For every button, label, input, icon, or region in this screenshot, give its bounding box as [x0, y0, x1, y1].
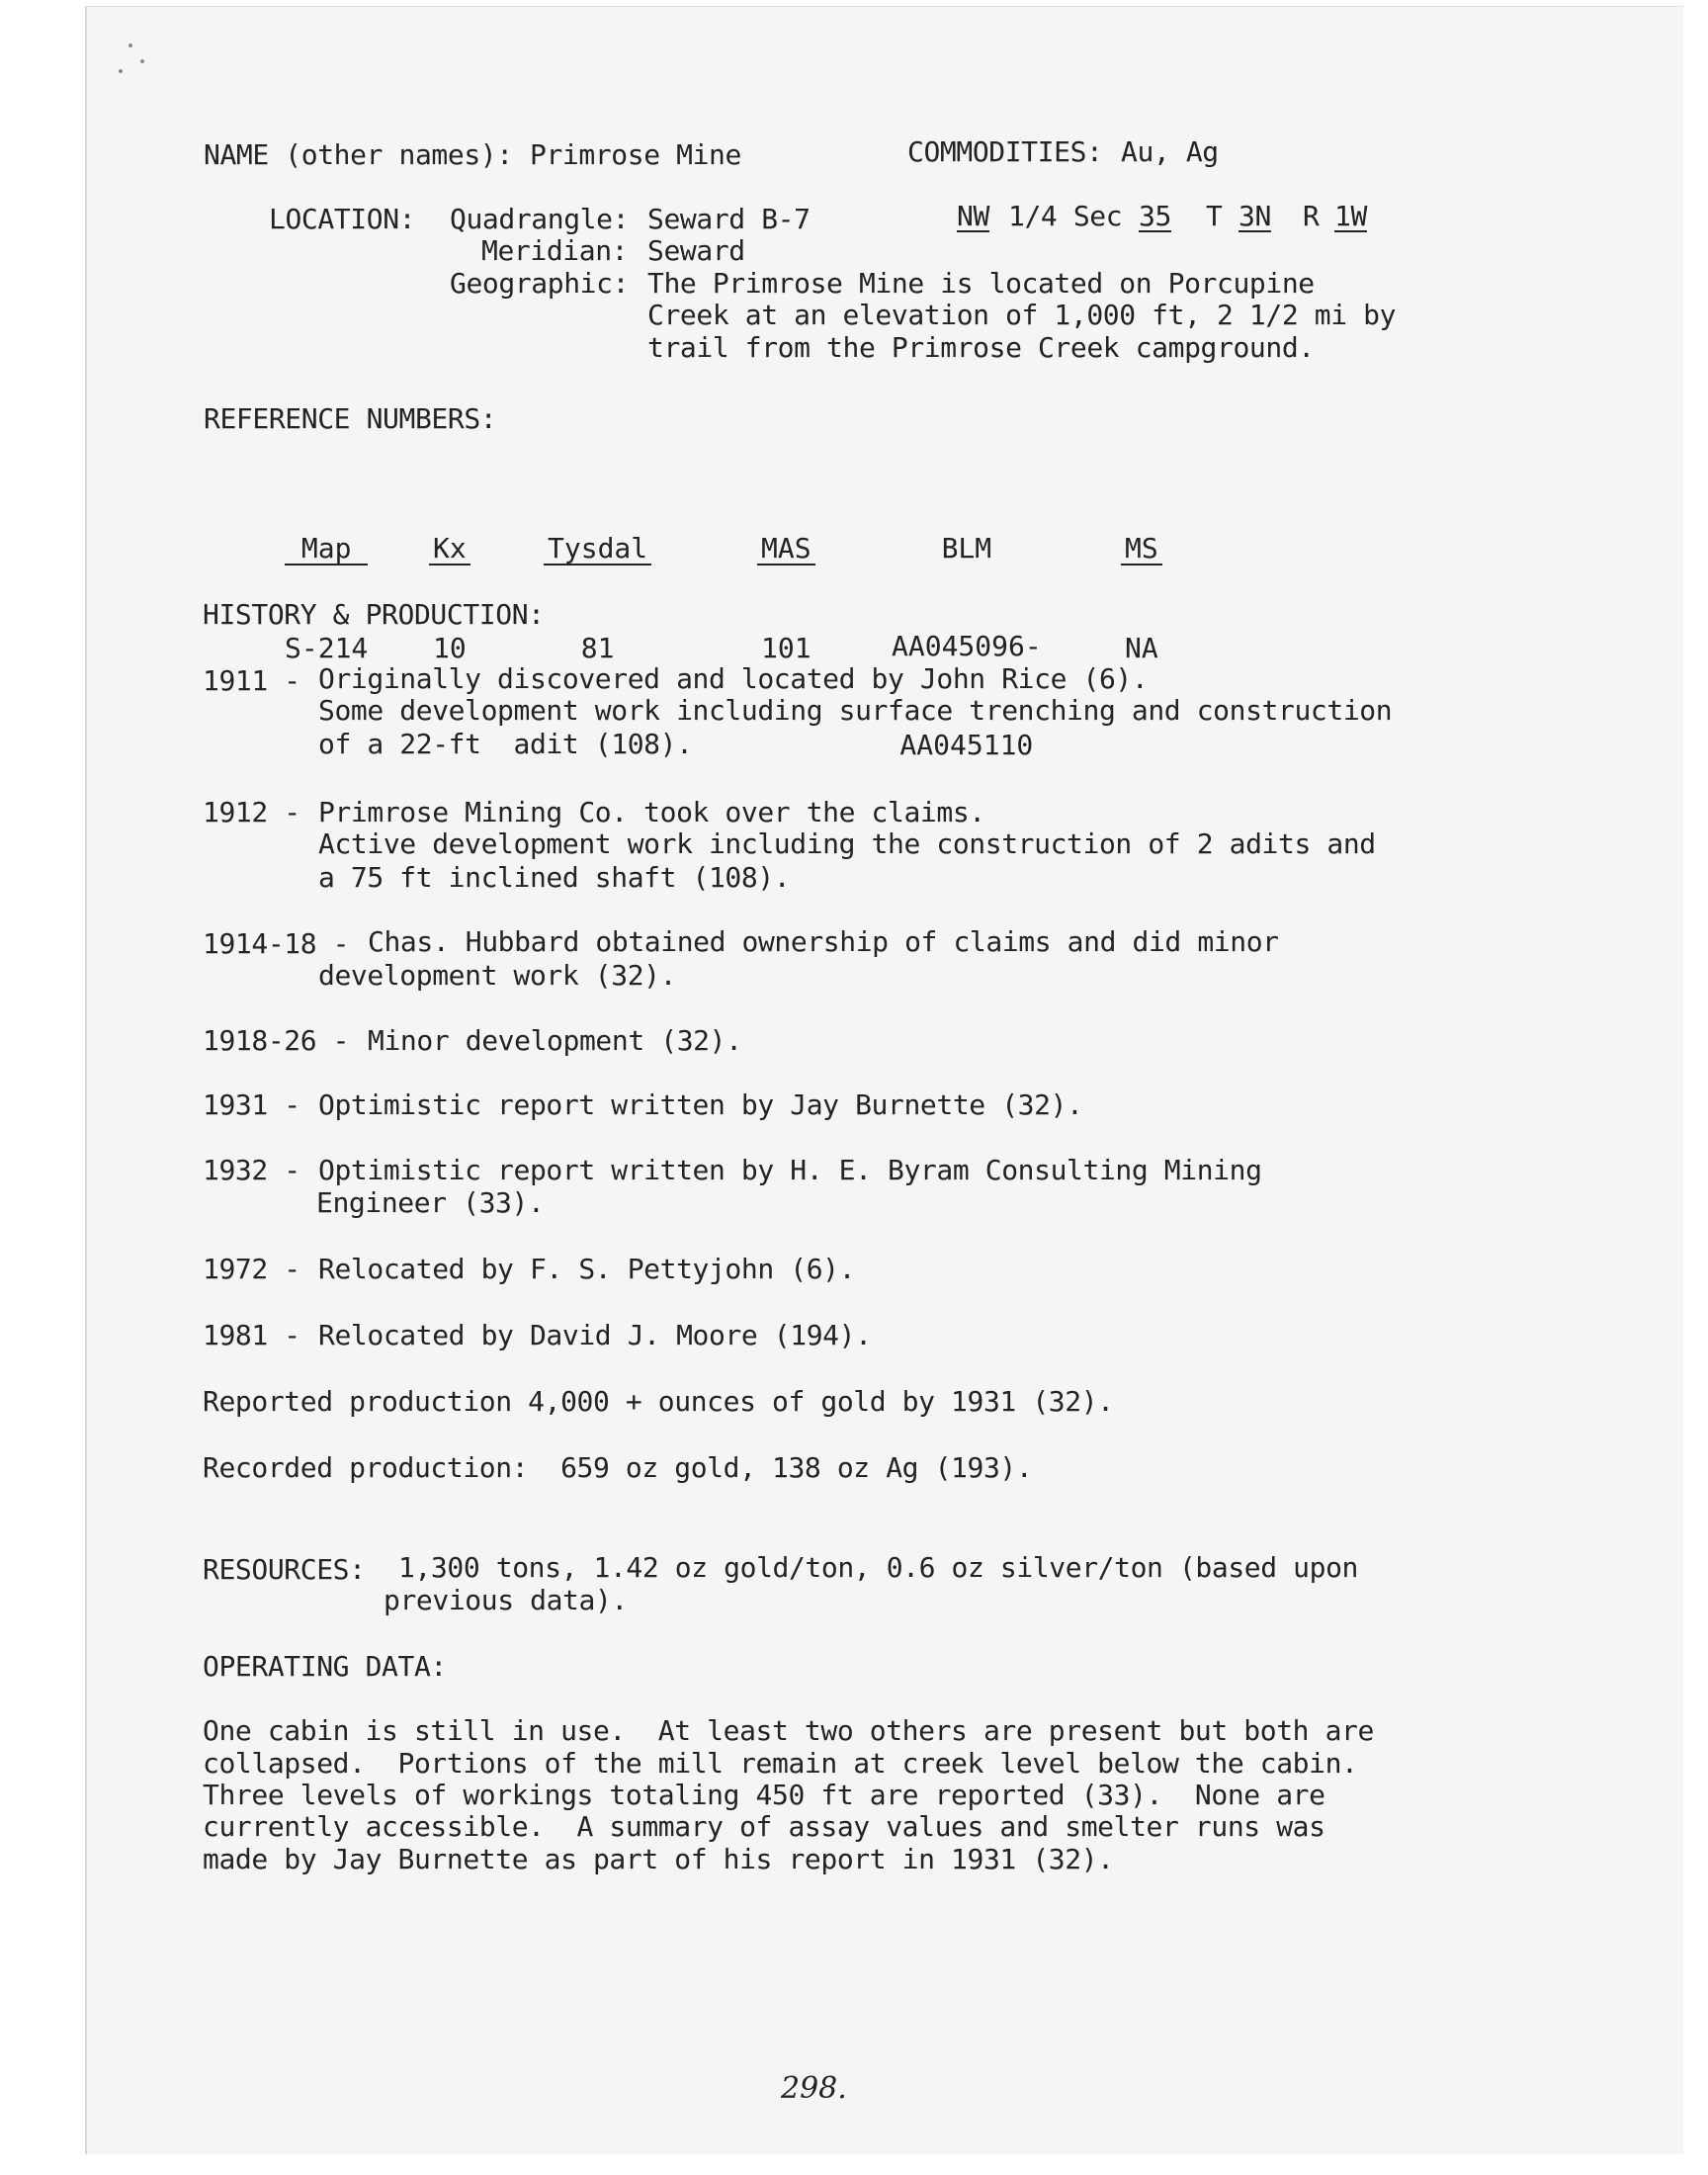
operating-data-label: OPERATING DATA: [203, 1650, 447, 1683]
geographic-label: Geographic: [450, 267, 630, 300]
geographic-line: trail from the Primrose Creek campground. [647, 331, 1315, 364]
ref-value: AA045110 [899, 729, 1034, 761]
ref-value: AA045096- [892, 630, 1042, 662]
history-line: a 75 ft inclined shaft (108). [318, 861, 791, 894]
history-year: 1918-26 - [203, 1024, 350, 1057]
ref-value: 81 [580, 632, 615, 664]
name-value: Primrose Mine [530, 138, 741, 171]
history-line: development work (32). [318, 959, 677, 992]
operating-data-line: collapsed. Portions of the mill remain at creek level below the cabin. [203, 1747, 1358, 1780]
history-year: 1972 - [203, 1253, 300, 1285]
section-value: 35 [1139, 200, 1171, 232]
operating-data-line: made by Jay Burnette as part of his report in 1931 (32). [203, 1843, 1114, 1875]
commodities-label: COMMODITIES: [907, 135, 1103, 168]
ref-col-blm [892, 467, 1042, 795]
ref-value: 101 [761, 632, 811, 664]
ref-header: MAS [757, 534, 815, 566]
history-year: 1912 - [203, 796, 300, 828]
history-line: Optimistic report written by H. E. Byram Consulting Mining [318, 1154, 1262, 1186]
ref-header: Tysdal [544, 534, 651, 566]
resources-line: 1,300 tons, 1.42 oz gold/ton, 0.6 oz silver/ton (based upon [398, 1551, 1358, 1584]
reference-numbers-label: REFERENCE NUMBERS: [204, 402, 497, 435]
history-line: Primrose Mining Co. took over the claims. [318, 796, 985, 828]
range-label: R [1303, 200, 1320, 232]
history-line: Chas. Hubbard obtained ownership of claims and did minor [368, 925, 1279, 958]
range-value: 1W [1334, 200, 1367, 232]
resources-line: previous data). [384, 1584, 628, 1616]
meridian-value: Seward [647, 234, 745, 267]
resources-label: RESOURCES: [203, 1553, 366, 1586]
history-label: HISTORY & PRODUCTION: [203, 598, 545, 631]
township-label: T [1206, 200, 1223, 232]
scan-speck [128, 44, 132, 47]
meridian-label: Meridian: [481, 234, 629, 267]
township-value: 3N [1238, 200, 1271, 232]
ref-header: BLM [941, 532, 992, 565]
operating-data-line: One cabin is still in use. At least two others are present but both are [203, 1714, 1374, 1747]
quadrangle-label: Quadrangle: [450, 203, 630, 235]
recorded-production: Recorded production: 659 oz gold, 138 oz Ag (193). [203, 1451, 1033, 1484]
history-line: Relocated by F. S. Pettyjohn (6). [318, 1253, 856, 1285]
history-line: Some development work including surface trenching and construction [318, 694, 1393, 727]
history-line: Engineer (33). [316, 1186, 545, 1219]
operating-data-line: Three levels of workings totaling 450 ft are reported (33). None are [203, 1779, 1325, 1811]
scan-speck [119, 69, 123, 73]
location-label: LOCATION: [269, 203, 416, 235]
ref-header: Map [285, 534, 368, 566]
history-year: 1932 - [203, 1154, 300, 1186]
ref-value: S-214 [285, 632, 369, 664]
quadrangle-value: Seward B-7 [647, 203, 811, 235]
history-year: 1911 - [203, 664, 300, 697]
name-label: NAME (other names): [204, 138, 513, 171]
geographic-line: Creek at an elevation of 1,000 ft, 2 1/2 mi by [647, 299, 1397, 331]
ref-header: Kx [429, 534, 470, 566]
reported-production: Reported production 4,000 + ounces of gold by 1931 (32). [203, 1385, 1114, 1418]
history-year: 1981 - [203, 1319, 300, 1351]
history-year: 1914-18 - [203, 927, 350, 960]
scan-speck [140, 59, 144, 63]
quarter-suffix: 1/4 Sec [1008, 200, 1123, 232]
history-year: 1931 - [203, 1088, 300, 1121]
ref-value: NA [1125, 632, 1158, 664]
history-line: Minor development (32). [368, 1024, 742, 1057]
operating-data-line: currently accessible. A summary of assay values and smelter runs was [203, 1810, 1325, 1843]
quarter-value: NW [957, 200, 989, 232]
history-line: Originally discovered and located by John Rice (6). [318, 662, 1149, 695]
geographic-line: The Primrose Mine is located on Porcupine [647, 267, 1315, 300]
history-line: Active development work including the construction of 2 adits and [318, 827, 1376, 860]
ref-value: 10 [433, 632, 467, 664]
ref-header: MS [1121, 534, 1162, 566]
commodities-value: Au, Ag [1121, 135, 1219, 168]
history-line: of a 22-ft adit (108). [318, 728, 693, 760]
history-line: Optimistic report written by Jay Burnette (32). [318, 1088, 1083, 1121]
page-number: 298. [781, 2071, 847, 2106]
history-line: Relocated by David J. Moore (194). [318, 1319, 872, 1351]
